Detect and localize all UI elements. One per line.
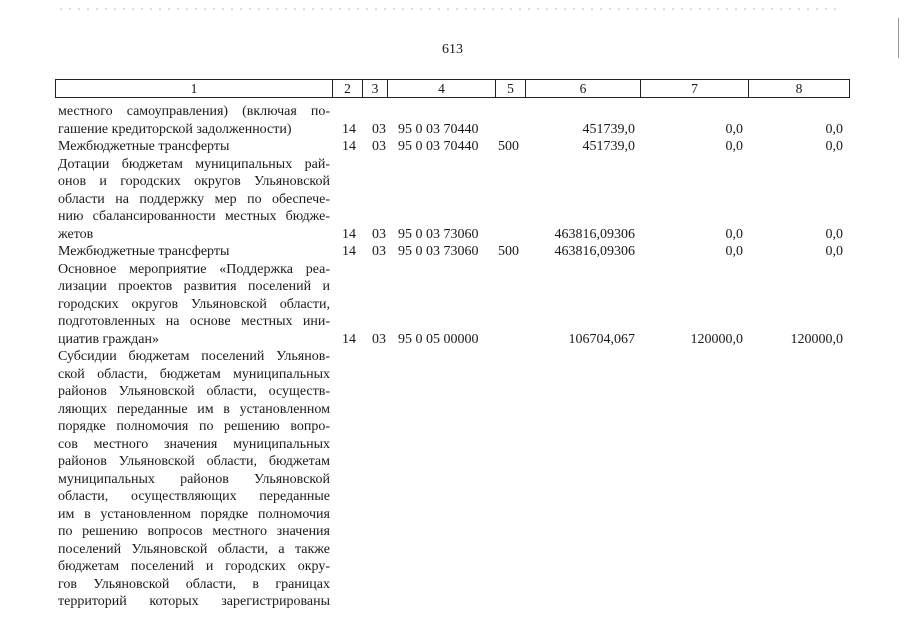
col-header-5: 5 [496, 80, 526, 97]
table-row [0, 243, 905, 261]
col-header-6: 6 [526, 80, 641, 97]
col-header-1: 1 [56, 80, 333, 97]
description-line: области на поддержку мер по обеспече- [58, 191, 330, 207]
cell-subsection: 03 [372, 331, 386, 347]
description-line: бюджетам поселений и городских окру- [58, 559, 330, 574]
page-number: 613 [442, 42, 463, 57]
cell-amount-6: 463816,09306 [554, 226, 635, 242]
table-row [0, 138, 905, 156]
description-line: области, осуществляющих переданные [58, 489, 330, 504]
cell-section: 14 [342, 121, 356, 137]
description-line: ляющих переданные им в установленном [58, 401, 330, 417]
cell-amount-8: 0,0 [825, 244, 843, 259]
description-line: Основное мероприятие «Поддержка реа- [58, 261, 330, 277]
description-line: Межбюджетные трансферты [58, 139, 230, 154]
cell-section: 14 [342, 139, 356, 154]
cell-amount-7: 120000,0 [690, 331, 743, 347]
description-line: им в установленном порядке полномочия [58, 506, 330, 522]
cell-amount-7: 0,0 [725, 244, 743, 259]
cell-expense-type: 500 [498, 139, 519, 154]
cell-amount-6: 463816,09306 [554, 244, 635, 259]
description-line: Дотации бюджетам муниципальных рай- [58, 156, 330, 172]
description-column [58, 103, 330, 611]
description-line: циатив граждан» [58, 331, 160, 347]
scan-noise [60, 8, 840, 10]
cell-amount-6: 451739,0 [582, 121, 635, 137]
description-line: Межбюджетные трансферты [58, 244, 230, 259]
description-line: гашение кредиторской задолженности) [58, 121, 292, 137]
col-header-8: 8 [795, 81, 803, 96]
cell-target-code: 95 0 03 73060 [398, 244, 479, 259]
description-line: порядке полномочия по решению вопро- [58, 419, 330, 434]
description-line: лизации проектов развития поселений и [58, 279, 330, 294]
description-line: районов Ульяновской области, бюджетам [58, 454, 330, 469]
description-line: местного самоуправления) (включая по- [58, 104, 330, 119]
table-row [0, 121, 905, 139]
cell-expense-type: 500 [498, 244, 519, 259]
cell-amount-6: 451739,0 [582, 139, 635, 154]
cell-amount-8: 0,0 [825, 226, 843, 242]
cell-amount-7: 0,0 [725, 121, 743, 137]
cell-subsection: 03 [372, 121, 386, 137]
description-line: муниципальных районов Ульяновской [58, 471, 330, 487]
column-header [55, 79, 850, 98]
cell-section: 14 [342, 244, 356, 259]
cell-section: 14 [342, 226, 356, 242]
table-row [0, 331, 905, 349]
description-line: территорий которых зарегистрированы [58, 594, 330, 609]
description-line: жетов [58, 226, 94, 242]
description-line: ской области, бюджетам муниципальных [58, 366, 330, 382]
description-line: гов Ульяновской области, в границах [58, 576, 330, 592]
description-line: по решению вопросов местного значения [58, 524, 330, 539]
col-header-2: 2 [333, 80, 363, 97]
cell-amount-6: 106704,067 [568, 331, 635, 347]
cell-section: 14 [342, 331, 356, 347]
description-line: нию сбалансированности местных бюдже- [58, 209, 330, 224]
description-line: городских округов Ульяновской области, [58, 296, 330, 312]
description-line: подготовленных на основе местных ини- [58, 314, 330, 329]
cell-amount-8: 120000,0 [790, 331, 843, 347]
cell-subsection: 03 [372, 139, 386, 154]
cell-target-code: 95 0 03 70440 [398, 139, 479, 154]
cell-amount-7: 0,0 [725, 226, 743, 242]
cell-amount-7: 0,0 [725, 139, 743, 154]
description-line: Субсидии бюджетам поселений Ульянов- [58, 349, 330, 364]
cell-target-code: 95 0 03 70440 [398, 121, 479, 137]
description-line: районов Ульяновской области, осуществ- [58, 384, 330, 399]
description-line: онов и городских округов Ульяновской [58, 174, 330, 189]
description-line: поселений Ульяновской области, а также [58, 541, 330, 557]
cell-amount-8: 0,0 [825, 121, 843, 137]
col-header-4: 4 [388, 80, 496, 97]
description-line: сов местного значения муниципальных [58, 436, 330, 452]
cell-subsection: 03 [372, 226, 386, 242]
col-header-3: 3 [363, 80, 388, 97]
cell-amount-8: 0,0 [825, 139, 843, 154]
cell-target-code: 95 0 05 00000 [398, 331, 479, 347]
cell-target-code: 95 0 03 73060 [398, 226, 479, 242]
col-header-7: 7 [641, 80, 749, 97]
cell-subsection: 03 [372, 244, 386, 259]
table-row [0, 226, 905, 244]
